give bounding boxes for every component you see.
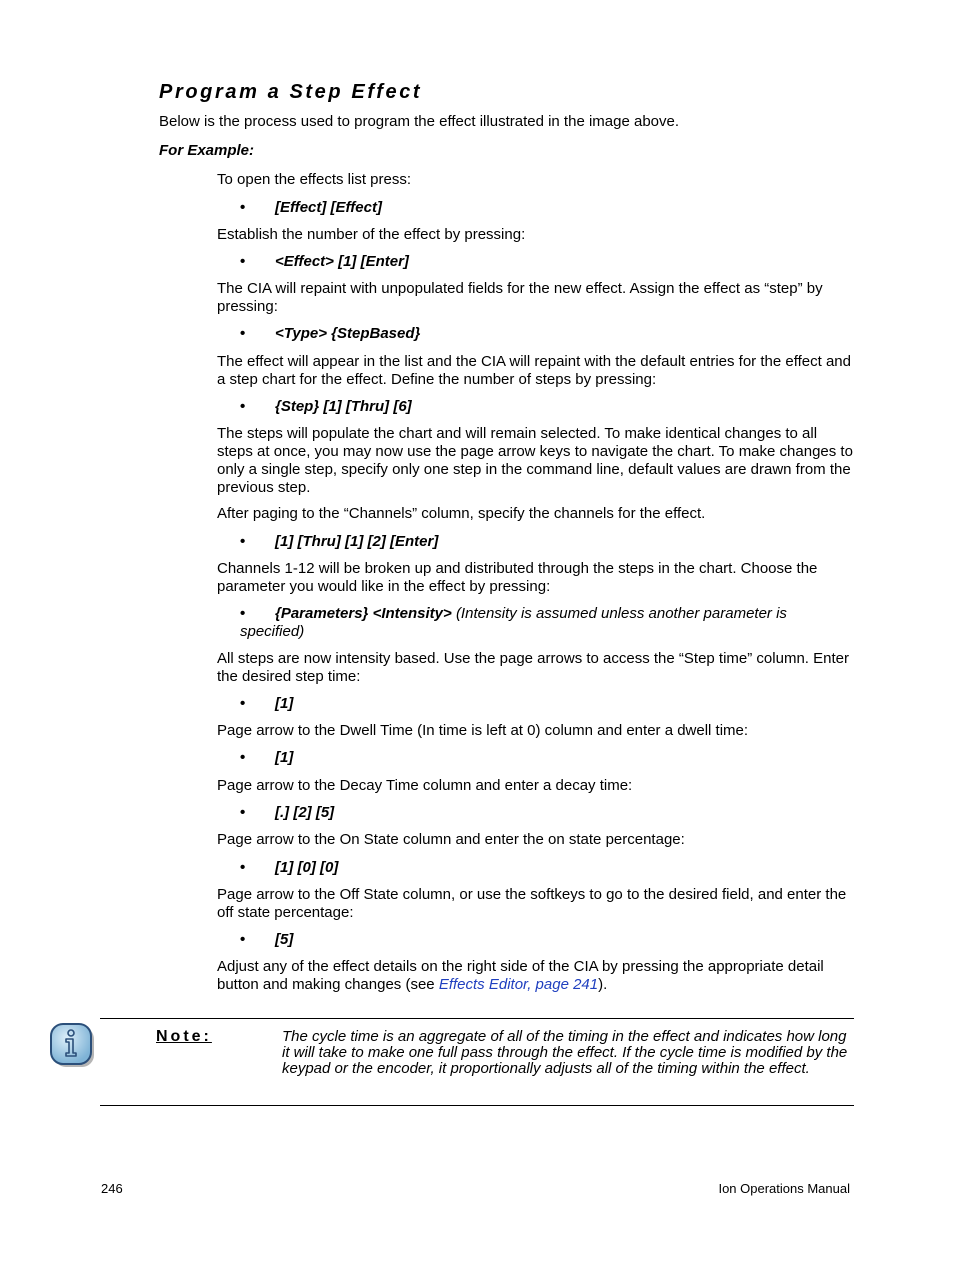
bullet-dot: • [240, 804, 246, 821]
key-sequence: [.] [2] [5] [275, 804, 335, 821]
bullet-dot: • [240, 859, 246, 876]
key-sequence: [1] [275, 695, 294, 712]
key-sequence: [5] [275, 931, 294, 948]
page-number: 246 [101, 1181, 123, 1196]
key-sequence: {Parameters} <Intensity> [275, 605, 452, 622]
step-text-10: Page arrow to the Decay Time column and enter a decay time: [217, 777, 633, 794]
bullet-item-2 [240, 253, 840, 271]
note-bottom-divider [100, 1105, 854, 1106]
step-text-1: To open the effects list press: [217, 171, 411, 188]
bullet-dot: • [240, 199, 246, 216]
note-text: The cycle time is an aggregate of all of the timing in the effect and indicates how long it will take to make one full pass through the effect. If the cycle time is modified by the keypad or the encoder, it proportionally adjusts all of the timing within the effect. [282, 1028, 848, 1077]
bullet-item-10 [240, 804, 840, 822]
intro-paragraph: Below is the process used to program the effect illustrated in the image above. [159, 113, 680, 130]
effects-editor-link[interactable]: Effects Editor, page 241 [438, 976, 599, 993]
step-text-7: Channels 1-12 will be broken up and distributed through the steps in the chart. Choose the parameter you would like in the effect by pressing: [217, 560, 818, 595]
bullet-item-11 [240, 859, 840, 877]
manual-title: Ion Operations Manual [718, 1181, 850, 1196]
key-sequence: {Step} [1] [Thru] [6] [275, 398, 412, 415]
step-text-2: Establish the number of the effect by pressing: [217, 226, 526, 243]
step-text-11: Page arrow to the On State column and enter the on state percentage: [217, 831, 685, 848]
key-sequence: [1] [0] [0] [275, 859, 339, 876]
bullet-item-12 [240, 931, 840, 949]
step-text-8: All steps are now intensity based. Use the page arrows to access the “Step time” column. Enter the desired step time: [217, 650, 849, 685]
bullet-dot: • [240, 325, 246, 342]
bullet-dot: • [240, 695, 246, 712]
bullet-note: (Intensity is assumed unless another parameter is specified) [240, 605, 787, 640]
key-sequence: [1] [275, 749, 294, 766]
final-text-after: ). [598, 976, 608, 993]
key-sequence: [Effect] [Effect] [275, 199, 382, 216]
final-text-before: Adjust any of the effect details on the right side of the CIA by pressing the appropriate detail button and making changes (see [217, 958, 824, 993]
note-label: Note: [156, 1028, 212, 1045]
page-title: Program a Step Effect [159, 81, 423, 103]
bullet-dot: • [240, 605, 246, 622]
step-text-6: After paging to the “Channels” column, specify the channels for the effect. [217, 505, 706, 522]
bullet-item-7 [240, 605, 840, 641]
bullet-item-6 [240, 533, 840, 551]
bullet-dot: • [240, 749, 246, 766]
step-text-5: The steps will populate the chart and will remain selected. To make identical changes to all steps at once, you may now use the page arrow keys to navigate the chart. To make changes to only a single step, specify only one step in the command line, default values are drawn from the previous step. [217, 425, 853, 496]
info-icon [47, 1020, 97, 1070]
note-top-divider [100, 1018, 854, 1019]
bullet-item-8 [240, 695, 840, 713]
key-sequence: <Effect> [1] [Enter] [275, 253, 409, 270]
bullet-item-4 [240, 398, 840, 416]
step-text-3: The CIA will repaint with unpopulated fields for the new effect. Assign the effect as “step” by pressing: [217, 280, 823, 315]
step-text-4: The effect will appear in the list and the CIA will repaint with the default entries for the effect and a step chart for the effect. Define the number of steps by pressing: [217, 353, 851, 388]
step-text-12: Page arrow to the Off State column, or use the softkeys to go to the desired field, and enter the off state percentage: [217, 886, 847, 921]
bullet-dot: • [240, 533, 246, 550]
key-sequence: [1] [Thru] [1] [2] [Enter] [275, 533, 439, 550]
bullet-dot: • [240, 253, 246, 270]
bullet-dot: • [240, 398, 246, 415]
bullet-item-9 [240, 749, 840, 767]
example-label: For Example: [159, 142, 255, 159]
final-paragraph [217, 958, 857, 994]
bullet-dot: • [240, 931, 246, 948]
bullet-item-3 [240, 325, 840, 343]
bullet-item-1 [240, 199, 840, 217]
step-text-9: Page arrow to the Dwell Time (In time is left at 0) column and enter a dwell time: [217, 722, 749, 739]
key-sequence: <Type> {StepBased} [275, 325, 421, 342]
